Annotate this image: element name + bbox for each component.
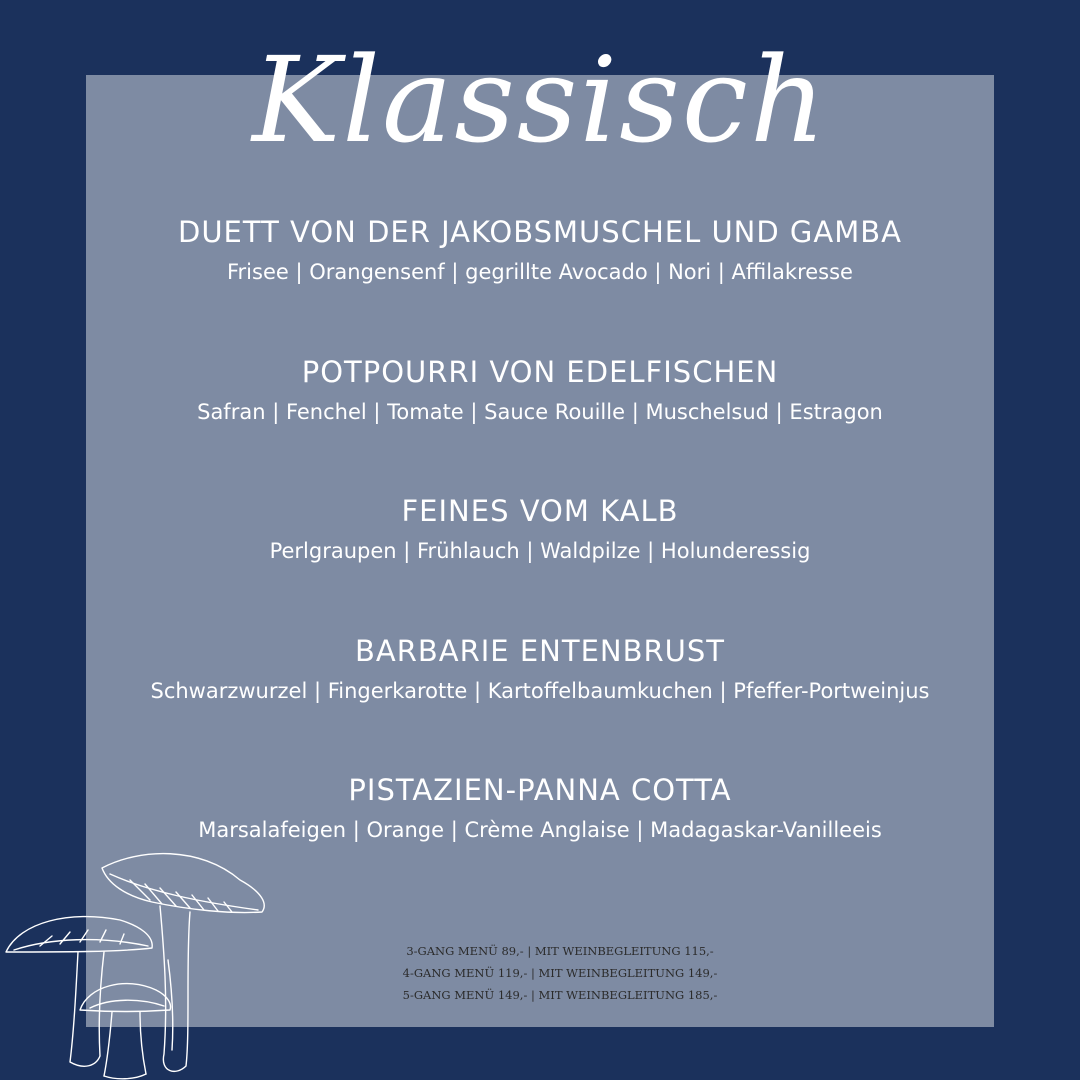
course-4	[0, 631, 1080, 709]
course-description: Safran | Fenchel | Tomate | Sauce Rouille | Muschelsud | Estragon	[197, 400, 883, 424]
course-description: Marsalafeigen | Orange | Crème Anglaise | Madagaskar-Vanilleeis	[198, 818, 882, 842]
course-description: Perlgraupen | Frühlauch | Waldpilze | Holunderessig	[269, 539, 811, 563]
mushroom-illustration-icon	[0, 840, 280, 1080]
course-name: POTPOURRI VON EDELFISCHEN	[301, 355, 779, 389]
price-line: 4-GANG MENÜ 119,- | MIT WEINBEGLEITUNG 149,-	[402, 966, 718, 980]
course-name: FEINES VOM KALB	[401, 494, 679, 528]
course-name: BARBARIE ENTENBRUST	[354, 634, 725, 668]
price-line: 5-GANG MENÜ 149,- | MIT WEINBEGLEITUNG 185,-	[402, 988, 718, 1002]
course-1	[0, 212, 1080, 290]
course-name: DUETT VON DER JAKOBSMUSCHEL UND GAMBA	[178, 215, 902, 249]
menu-title: Klassisch	[252, 31, 828, 169]
price-line: 3-GANG MENÜ 89,- | MIT WEINBEGLEITUNG 115,-	[406, 944, 714, 958]
course-2	[0, 352, 1080, 430]
course-description: Schwarzwurzel | Fingerkarotte | Kartoffelbaumkuchen | Pfeffer-Portweinjus	[150, 679, 930, 703]
course-description: Frisee | Orangensenf | gegrillte Avocado | Nori | Affilakresse	[227, 260, 853, 284]
course-3	[0, 491, 1080, 569]
course-name: PISTAZIEN-PANNA COTTA	[348, 773, 732, 807]
course-5	[0, 770, 1080, 848]
